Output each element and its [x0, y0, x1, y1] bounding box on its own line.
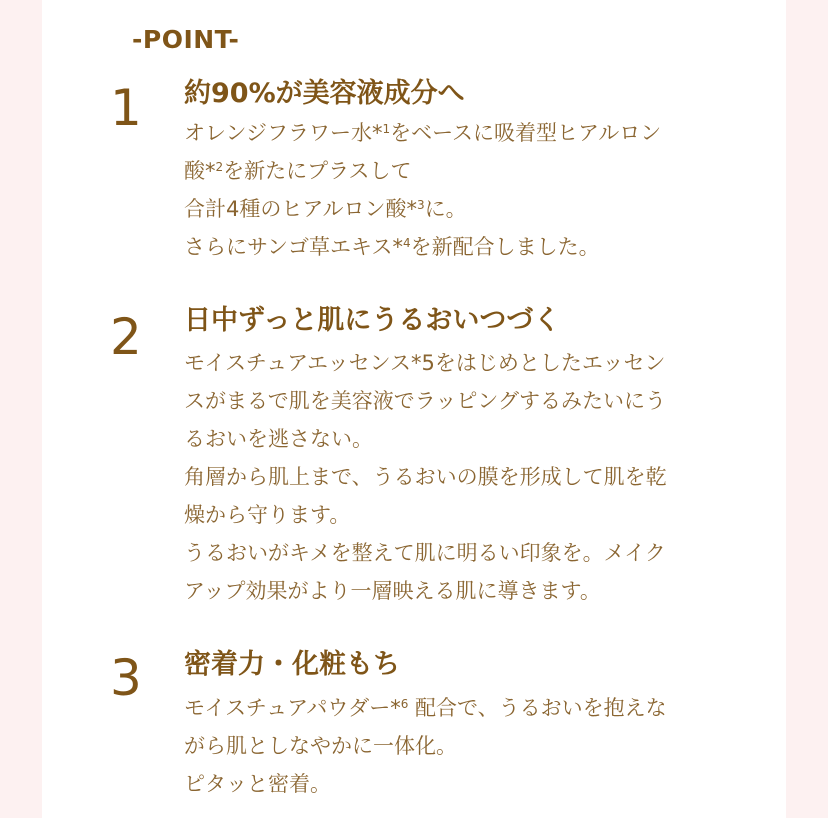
description-line: さらにサンゴ草エキス*$^4$を新配合しました。: [184, 235, 600, 259]
description-line: がら肌としなやかに一体化。: [184, 734, 457, 758]
description-line: 合計4種のヒアルロン酸*$^3$に。: [184, 197, 467, 221]
description-line: オレンジフラワー水*$^1$をベースに吸着型ヒアルロン: [184, 121, 662, 145]
description-line: 燥から守ります。: [184, 503, 351, 527]
point-description: [184, 689, 744, 803]
description-line: ピタッと密着。: [184, 772, 331, 796]
point-title: 密着力・化粧もち: [184, 649, 400, 680]
point-number: 3: [110, 649, 142, 707]
point-description: [184, 114, 744, 266]
point-number: 2: [110, 308, 142, 366]
point-description: [184, 344, 744, 610]
description-line: モイスチュアパウダー*$^6$ 配合で、うるおいを抱えな: [184, 696, 667, 720]
description-line: るおいを逃さない。: [184, 427, 373, 451]
point-title: 約90%が美容液成分へ: [184, 78, 465, 109]
description-line: モイスチュアエッセンス*5をはじめとしたエッセン: [184, 351, 666, 375]
section-heading: -POINT-: [132, 25, 240, 54]
point-title: 日中ずっと肌にうるおいつづく: [184, 305, 561, 336]
description-line: アップ効果がより一層映える肌に導きます。: [184, 579, 601, 603]
description-line: 酸*$^2$を新たにプラスして: [184, 159, 412, 183]
description-line: うるおいがキメを整えて肌に明るい印象を。メイク: [184, 541, 666, 565]
description-line: スがまるで肌を美容液でラッピングするみたいにう: [184, 389, 666, 413]
point-number: 1: [110, 79, 142, 137]
description-line: 角層から肌上まで、うるおいの膜を形成して肌を乾: [184, 465, 667, 489]
